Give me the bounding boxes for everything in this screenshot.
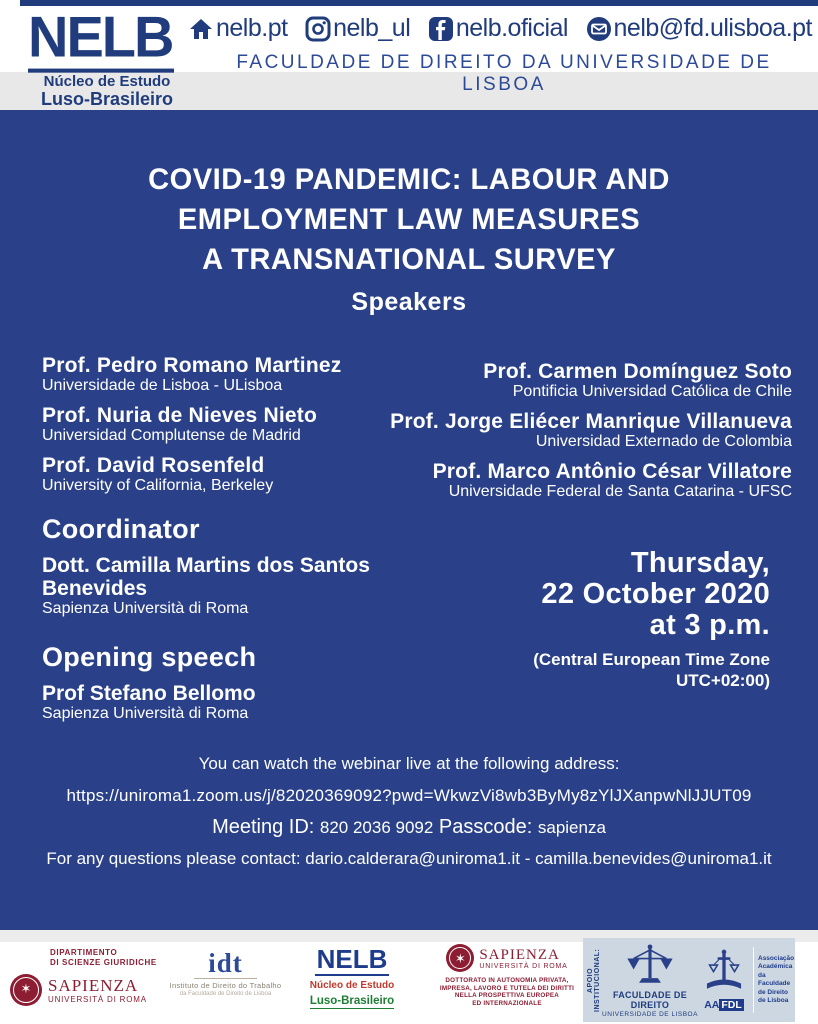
website-link[interactable] (188, 14, 288, 43)
sword-scales-book-icon (703, 980, 745, 997)
nelb-footer-logo (306, 946, 398, 1009)
aafdl-name-line4: de Direito (758, 988, 788, 996)
faculdade-direito-logo (601, 943, 699, 1018)
institution-name: FACULDADE DE DIREITO DA UNIVERSIDADE DE LISBOA (236, 52, 772, 95)
webinar-url-link[interactable]: https://uniroma1.zoom.us/j/82020369092?pwd=WkwzVi8wb3ByMy8zYlJXanpwNlJJUT09 (66, 786, 752, 805)
instagram-label: nelb_ul (333, 14, 411, 42)
instagram-link[interactable] (305, 14, 410, 43)
meeting-id-value: 820 2036 9092 (319, 818, 434, 837)
opening-speaker-name: Prof Stefano Bellomo (42, 682, 256, 705)
idt-subname-line: da Faculdade de Direito de Lisboa (179, 991, 272, 997)
email-link[interactable] (586, 14, 812, 43)
scales-of-justice-icon (625, 972, 675, 989)
coordinator-affiliation: Sapienza Università di Roma (42, 600, 249, 617)
nelb-logo-subtitle-line2: Luso-Brasileiro (40, 89, 174, 109)
webinar-watch-line: You can watch the webinar live at the following address: (198, 754, 620, 773)
nelb-logo-subtitle-line1: Núcleo de Estudo (43, 73, 171, 90)
sapienza-dept-line1: DIPARTIMENTO (50, 948, 118, 957)
sapienza-department-logo (10, 948, 160, 1006)
phd-line3: NELLA PROSPETTIVA EUROPEA (454, 992, 560, 999)
speakers-column-right (387, 354, 792, 510)
sapienza-phd-subname: UNIVERSITÀ DI ROMA (479, 962, 568, 970)
website-label: nelb.pt (216, 14, 288, 42)
institutional-support-box (583, 938, 795, 1022)
facebook-icon (428, 16, 454, 42)
speakers-list (42, 354, 792, 510)
speakers-column-left (42, 354, 387, 510)
faculdade-direito-subname: UNIVERSIDADE DE LISBOA (602, 1010, 698, 1018)
speaker-item (42, 404, 387, 445)
speaker-affiliation: Universidade Federal de Santa Catarina - UFSC (448, 483, 792, 500)
phd-program-lines (437, 977, 577, 1007)
nelb-logo-subtitle (28, 74, 186, 109)
event-title-line2: EMPLOYMENT LAW MEASURES (177, 203, 641, 236)
coordinator-and-opening (42, 514, 402, 723)
sapienza-phd-name: SAPIENZA (479, 946, 560, 963)
nelb-logo-acronym: NELB (28, 5, 174, 72)
opening-speaker-affiliation: Sapienza Università di Roma (42, 705, 249, 722)
speaker-affiliation: University of California, Berkeley (42, 477, 274, 494)
aafdl-wordmark (699, 999, 749, 1011)
speaker-affiliation: Universidad Externado de Colombia (535, 433, 792, 450)
speaker-item (387, 360, 792, 401)
idt-logo (163, 950, 288, 997)
speaker-affiliation: Universidad Complutense de Madrid (42, 427, 301, 444)
aafdl-name-line5: de Lisboa (758, 997, 789, 1004)
speaker-affiliation: Pontificia Universidad Católica de Chile (512, 383, 792, 400)
schedule-day: Thursday, (630, 547, 770, 579)
aafdl-fdl: FDL (721, 999, 742, 1011)
event-title (12, 160, 805, 280)
phd-line2: IMPRESA, LAVORO E TUTELA DEI DIRITTI (439, 984, 575, 992)
aafdl-full-name (758, 955, 794, 1006)
coordinator-heading: Coordinator (42, 514, 200, 544)
webinar-contact-line: For any questions please contact: dario.calderara@uniroma1.it - camilla.benevides@uniroma1.it (46, 849, 772, 868)
instagram-icon (305, 16, 331, 42)
email-label: nelb@fd.ulisboa.pt (613, 14, 812, 42)
sapienza-emblem-icon (10, 974, 42, 1006)
speaker-name: Prof. Marco Antônio César Villatore (432, 460, 792, 483)
sapienza-emblem-icon (446, 944, 474, 972)
poster-body (0, 110, 818, 930)
schedule-time: at 3 p.m. (649, 609, 770, 641)
nelb-footer-line1: Núcleo de Estudo (309, 980, 395, 991)
idt-acronym: idt (194, 950, 257, 979)
email-icon (586, 16, 612, 42)
nelb-logo (28, 6, 188, 109)
aafdl-name-line3: da Faculdade (758, 971, 791, 987)
passcode-label: Passcode: (438, 816, 533, 838)
speakers-heading: Speakers (351, 288, 467, 316)
idt-name-line: Instituto de Direito do Trabalho (169, 981, 282, 990)
speaker-item (42, 354, 387, 395)
event-title-line1: COVID-19 PANDEMIC: LABOUR AND (148, 163, 670, 196)
schedule-block (430, 548, 770, 691)
speaker-name: Prof. Jorge Eliécer Manrique Villanueva (390, 410, 792, 433)
webinar-info (0, 754, 818, 869)
facebook-label: nelb.oficial (455, 14, 568, 42)
apoio-divider-line (753, 947, 754, 1013)
speaker-item (387, 460, 792, 501)
nelb-footer-acronym: NELB (316, 944, 388, 974)
speaker-name: Prof. Carmen Domínguez Soto (483, 360, 792, 383)
nelb-footer-line2: Luso-Brasileiro (309, 995, 395, 1007)
speaker-name: Prof. Pedro Romano Martinez (42, 354, 342, 377)
coordinator-name: Dott. Camilla Martins dos Santos Benevides (42, 554, 370, 600)
opening-speech-heading: Opening speech (42, 642, 257, 672)
phd-line1: DOTTORATO IN AUTONOMIA PRIVATA, (445, 977, 569, 984)
sapienza-phd-logo (437, 944, 577, 1007)
aafdl-aa: AA (704, 999, 720, 1011)
aafdl-name-line2: Académica (758, 963, 793, 970)
aafdl-name-line1: Associação (758, 954, 795, 962)
speaker-affiliation: Universidade de Lisboa - ULisboa (42, 377, 283, 394)
aafdl-logo (699, 949, 749, 1011)
header (0, 6, 818, 110)
schedule-timezone-line2: UTC+02:00) (675, 671, 770, 690)
schedule-timezone-line1: (Central European Time Zone (533, 650, 770, 669)
webinar-meeting-line (0, 816, 818, 839)
sapienza-name: SAPIENZA (48, 975, 139, 995)
speaker-item (387, 410, 792, 451)
faculdade-direito-name: FACULDADE DE DIREITO (612, 989, 688, 1010)
passcode-value: sapienza (537, 818, 606, 837)
schedule-date: 22 October 2020 (541, 578, 770, 610)
speaker-name: Prof. David Rosenfeld (42, 454, 265, 477)
footer-logos (0, 930, 818, 1024)
speaker-name: Prof. Nuria de Nieves Nieto (42, 404, 317, 427)
phd-line4: ED INTERNAZIONALE (472, 999, 542, 1007)
speaker-item (42, 454, 387, 495)
home-icon (188, 16, 214, 42)
sapienza-dept-line2: DI SCIENZE GIURIDICHE (50, 958, 157, 967)
event-title-line3: A TRANSNATIONAL SURVEY (202, 243, 616, 276)
contact-links (188, 14, 812, 43)
sapienza-subname: UNIVERSITÀ DI ROMA (48, 994, 147, 1004)
meeting-id-label: Meeting ID: (212, 816, 315, 838)
facebook-link[interactable] (428, 14, 568, 43)
institutional-support-label: APOIO INSTITUCIONAL: (587, 948, 601, 1012)
